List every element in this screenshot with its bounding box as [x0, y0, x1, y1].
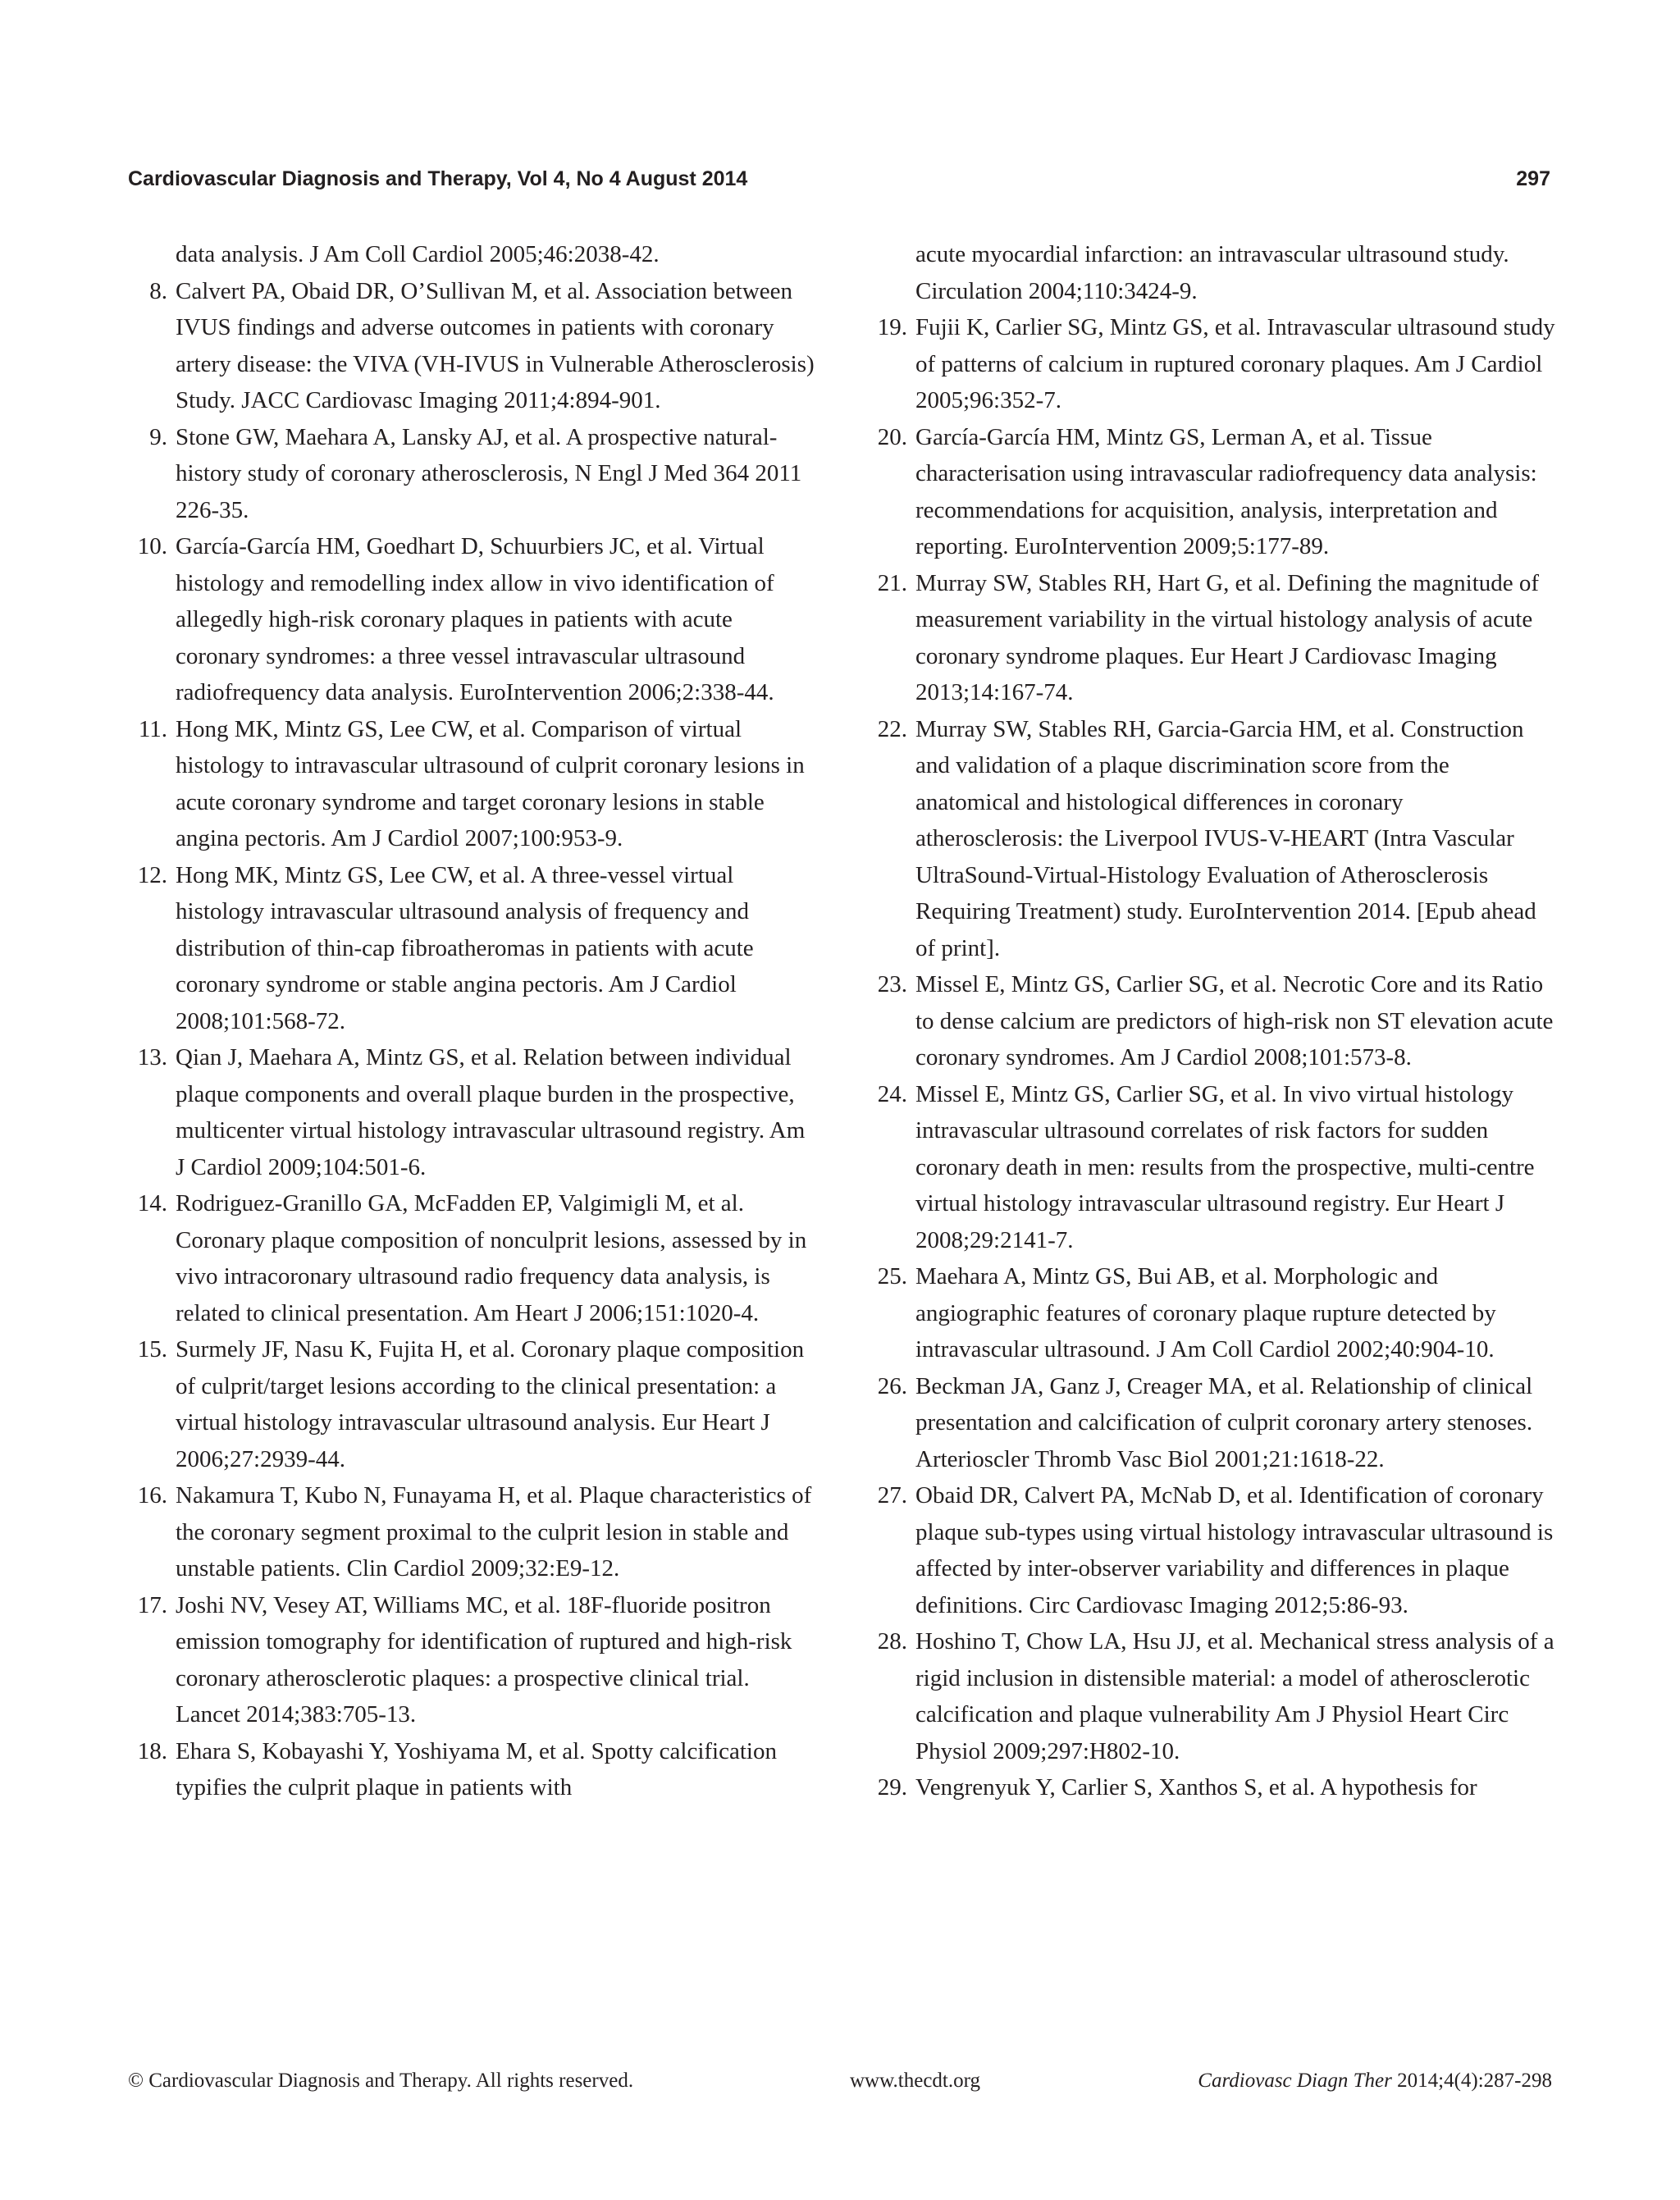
reference-item [863, 309, 1557, 419]
citation-details: 2014;4(4):287-298 [1391, 2070, 1552, 2092]
reference-item [863, 1477, 1557, 1623]
reference-item [863, 1623, 1557, 1769]
reference-text: Hoshino T, Chow LA, Hsu JJ, et al. Mechanical stress analysis of a rigid inclusion in distensible material: a model of atherosclerotic calcification and plaque vulnerability Am J Physiol Heart Circ Physiol 2009;297:H802-10. [915, 1628, 1554, 1764]
reference-text: Ehara S, Kobayashi Y, Yoshiyama M, et al. Spotty calcification typifies the culprit plaque in patients with [176, 1737, 777, 1801]
reference-text: Joshi NV, Vesey AT, Williams MC, et al. 18F-fluoride positron emission tomography for identification of ruptured and high-risk coronary atherosclerotic plaques: a prospective clinical trial. Lancet 2014;383:705-13. [176, 1591, 792, 1728]
reference-continuation: data analysis. J Am Coll Cardiol 2005;46:2038-42. [176, 241, 660, 267]
reference-item [863, 1769, 1557, 1806]
reference-number: 10. [137, 533, 167, 559]
reference-number: 15. [137, 1336, 167, 1362]
running-header: Cardiovascular Diagnosis and Therapy, Vol 4, No 4 August 2014 [128, 167, 748, 190]
reference-item [123, 419, 817, 529]
reference-item [123, 1185, 817, 1331]
reference-item [123, 1331, 817, 1477]
reference-number: 16. [137, 1482, 167, 1509]
reference-number: 21. [877, 569, 907, 596]
reference-number: 23. [877, 971, 907, 997]
reference-text: Qian J, Maehara A, Mintz GS, et al. Relation between individual plaque components and overall plaque burden in the prospective, multicenter virtual histology intravascular ultrasound registry. Am J Cardiol 2009;104:501-6. [176, 1044, 806, 1180]
reference-number: 28. [877, 1628, 907, 1655]
reference-number: 19. [877, 314, 907, 340]
reference-item [123, 711, 817, 857]
reference-text: Maehara A, Mintz GS, Bui AB, et al. Morphologic and angiographic features of coronary plaque rupture detected by intravascular ultrasound. J Am Coll Cardiol 2002;40:904-10. [915, 1263, 1496, 1362]
page-number: 297 [1516, 167, 1550, 190]
reference-number: 20. [877, 423, 907, 450]
reference-item [123, 1039, 817, 1185]
reference-number: 25. [877, 1263, 907, 1289]
reference-item [863, 966, 1557, 1076]
reference-number: 22. [877, 715, 907, 742]
reference-number: 12. [137, 861, 167, 888]
reference-text: Rodriguez-Granillo GA, McFadden EP, Valgimigli M, et al. Coronary plaque composition of nonculprit lesions, assessed by in vivo intracoronary ultrasound radio frequency data analysis, is related to clinical presentation. Am Heart J 2006;151:1020-4. [176, 1190, 807, 1326]
reference-number: 18. [137, 1737, 167, 1764]
left-column [123, 236, 817, 1806]
footer-copyright: © Cardiovascular Diagnosis and Therapy. All rights reserved. [128, 2070, 634, 2092]
reference-item [863, 711, 1557, 967]
reference-item [123, 857, 817, 1040]
reference-number: 11. [138, 715, 167, 742]
reference-text: Obaid DR, Calvert PA, McNab D, et al. Identification of coronary plaque sub-types using virtual histology intravascular ultrasound is affected by inter-observer variability and differences in plaque definitions. Circ Cardiovasc Imaging 2012;5:86-93. [915, 1482, 1554, 1618]
reference-text: Murray SW, Stables RH, Hart G, et al. Defining the magnitude of measurement variability in the virtual histology analysis of acute coronary syndrome plaques. Eur Heart J Cardiovasc Imaging 2013;14:167-74. [915, 569, 1540, 705]
reference-text: García-García HM, Goedhart D, Schuurbiers JC, et al. Virtual histology and remodelling index allow in vivo identification of allegedly high-risk coronary plaques in patients with acute coronary syndromes: a three vessel intravascular ultrasound radiofrequency data analysis. EuroIntervention 2006;2:338-44. [176, 533, 774, 705]
reference-item [123, 1733, 817, 1806]
reference-item [123, 1587, 817, 1733]
reference-text: Missel E, Mintz GS, Carlier SG, et al. In vivo virtual histology intravascular ultrasound correlates of risk factors for sudden coronary death in men: results from the prospective, multi-centre virtual histology intravascular ultrasound registry. Eur Heart J 2008;29:2141-7. [915, 1080, 1535, 1253]
reference-text: Murray SW, Stables RH, Garcia-Garcia HM, et al. Construction and validation of a plaque discrimination score from the anatomical and histological differences in coronary atherosclerosis: the Liverpool IVUS-V-HEART (Intra Vascular UltraSound-Virtual-Histology Evaluation of Atherosclerosis Requiring Treatment) study. EuroIntervention 2014. [Epub ahead of print]. [915, 715, 1536, 961]
reference-item [123, 1477, 817, 1587]
reference-number: 9. [149, 423, 167, 450]
reference-item [123, 528, 817, 711]
reference-number: 17. [137, 1591, 167, 1618]
reference-number: 14. [137, 1190, 167, 1216]
reference-text: Stone GW, Maehara A, Lansky AJ, et al. A prospective natural-history study of coronary atherosclerosis, N Engl J Med 364 2011 226-35. [176, 423, 802, 523]
reference-text: Hong MK, Mintz GS, Lee CW, et al. A three-vessel virtual histology intravascular ultrasound analysis of frequency and distribution of thin-cap fibroatheromas in patients with acute coronary syndrome or stable angina pectoris. Am J Cardiol 2008;101:568-72. [176, 861, 754, 1034]
reference-text: Nakamura T, Kubo N, Funayama H, et al. Plaque characteristics of the coronary segment proximal to the culprit lesion in stable and unstable patients. Clin Cardiol 2009;32:E9-12. [176, 1482, 812, 1582]
reference-number: 26. [877, 1372, 907, 1399]
footer-citation [1198, 2070, 1552, 2093]
reference-text: Missel E, Mintz GS, Carlier SG, et al. Necrotic Core and its Ratio to dense calcium are predictors of high-risk non ST elevation acute coronary syndromes. Am J Cardiol 2008;101:573-8. [915, 971, 1554, 1070]
reference-item [863, 419, 1557, 565]
reference-number: 27. [877, 1482, 907, 1509]
citation-journal: Cardiovasc Diagn Ther [1198, 2070, 1392, 2092]
reference-item [123, 273, 817, 419]
reference-text: Vengrenyuk Y, Carlier S, Xanthos S, et al. A hypothesis for [915, 1774, 1477, 1801]
reference-number: 8. [149, 277, 167, 304]
reference-number: 13. [137, 1044, 167, 1070]
right-column [863, 236, 1557, 1806]
reference-item [863, 1076, 1557, 1259]
reference-text: Beckman JA, Ganz J, Creager MA, et al. Relationship of clinical presentation and calcification of culprit coronary artery stenoses. Arterioscler Thromb Vasc Biol 2001;21:1618-22. [915, 1372, 1533, 1472]
reference-list [863, 309, 1557, 1806]
reference-text: Fujii K, Carlier SG, Mintz GS, et al. Intravascular ultrasound study of patterns of calcium in ruptured coronary plaques. Am J Cardiol 2005;96:352-7. [915, 314, 1555, 413]
reference-text: Hong MK, Mintz GS, Lee CW, et al. Comparison of virtual histology to intravascular ultrasound of culprit coronary lesions in acute coronary syndrome and target coronary lesions in stable angina pectoris. Am J Cardiol 2007;100:953-9. [176, 715, 805, 851]
reference-item [863, 565, 1557, 711]
reference-text: García-García HM, Mintz GS, Lerman A, et al. Tissue characterisation using intravascular radiofrequency data analysis: recommendations for acquisition, analysis, interpretation and reporting. EuroIntervention 2009;5:177-89. [915, 423, 1537, 559]
reference-item [863, 1258, 1557, 1368]
reference-number: 29. [877, 1774, 907, 1801]
reference-continuation: acute myocardial infarction: an intravascular ultrasound study. Circulation 2004;110:3424-9. [915, 241, 1509, 304]
reference-item [863, 1368, 1557, 1478]
reference-number: 24. [877, 1080, 907, 1107]
reference-text: Calvert PA, Obaid DR, O’Sullivan M, et al. Association between IVUS findings and adverse outcomes in patients with coronary artery disease: the VIVA (VH-IVUS in Vulnerable Atherosclerosis) Study. JACC Cardiovasc Imaging 2011;4:894-901. [176, 277, 815, 413]
reference-list [123, 273, 817, 1806]
reference-text: Surmely JF, Nasu K, Fujita H, et al. Coronary plaque composition of culprit/target lesions according to the clinical presentation: a virtual histology intravascular ultrasound analysis. Eur Heart J 2006;27:2939-44. [176, 1336, 805, 1472]
footer-website[interactable]: www.thecdt.org [850, 2070, 980, 2092]
